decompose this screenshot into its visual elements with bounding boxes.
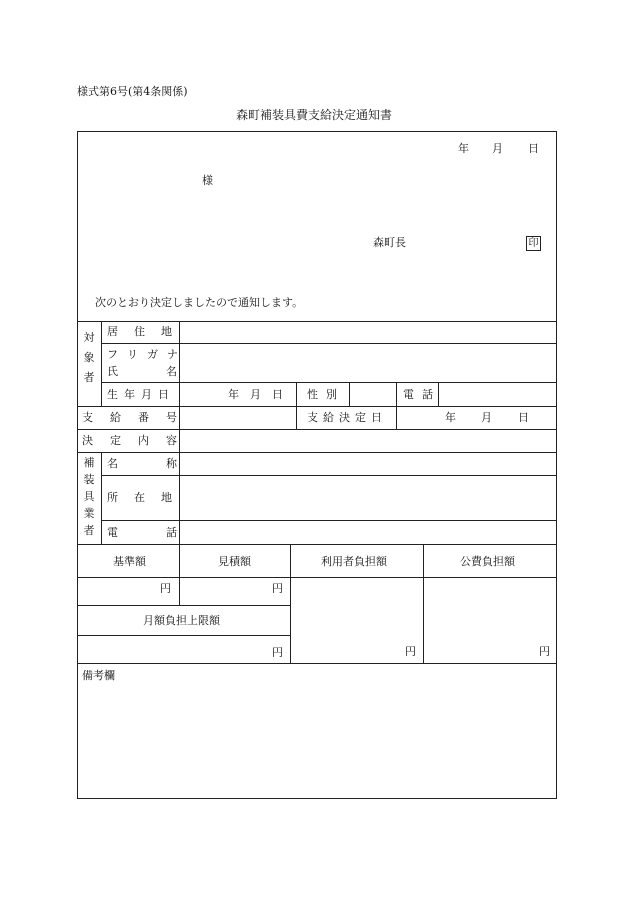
divider-monthly-cap (77, 635, 290, 636)
divider-amount-headers (77, 577, 557, 578)
phone-label: 電 話 (403, 388, 433, 401)
divider-vendor-location-row (101, 520, 557, 521)
vline-amount-col1 (179, 544, 180, 605)
vline-amount-col3 (423, 544, 424, 663)
vline-subject-group (101, 321, 102, 406)
remarks-label: 備考欄 (82, 669, 115, 682)
divider-address-row (101, 343, 557, 344)
vendor-group-label: 補 装 具 業 者 (83, 456, 95, 537)
subject-group-label: 対 象 者 (83, 331, 95, 384)
monthly-cap-yen: 円 (272, 646, 283, 659)
decision-date-label: 支 給 決 定 日 (307, 411, 382, 424)
vline-vendor-group (101, 452, 102, 544)
issue-date-year: 年 (458, 142, 469, 155)
public-burden-yen: 円 (539, 645, 550, 658)
header-user-burden: 利用者負担額 (321, 555, 387, 568)
divider-top-section (77, 321, 557, 322)
issuer-label: 森町長 (373, 236, 406, 249)
vendor-name-label: 名 称 (107, 457, 177, 470)
birth-label: 生 年 月 日 (107, 388, 169, 401)
divider-payment-row (77, 429, 557, 430)
user-burden-yen: 円 (405, 645, 416, 658)
vline-birth-gender (296, 382, 297, 429)
vendor-phone-label: 電 話 (107, 526, 177, 539)
furigana-label: フ リ ガ ナ (107, 348, 178, 361)
monthly-cap-label: 月額負担上限額 (143, 614, 220, 627)
vline-gender-value (349, 382, 350, 406)
divider-name-row (101, 382, 557, 383)
divider-amount-values (77, 605, 290, 606)
addressee-suffix: 様 (202, 174, 213, 187)
header-standard-amount: 基準額 (113, 555, 146, 568)
divider-decision-row (77, 452, 557, 453)
vline-phone-value (438, 382, 439, 406)
standard-amount-yen: 円 (160, 582, 171, 595)
decision-content-label: 決 定 内 容 (82, 434, 177, 447)
divider-remarks (77, 663, 557, 664)
payment-number-label: 支 給 番 号 (82, 411, 177, 424)
header-estimate-amount: 見積額 (218, 555, 251, 568)
estimate-amount-yen: 円 (272, 582, 283, 595)
vline-amount-col2 (290, 544, 291, 663)
decision-day: 日 (518, 411, 529, 424)
form-number: 様式第6号(第4条関係) (77, 85, 188, 98)
header-public-burden: 公費負担額 (460, 555, 515, 568)
divider-birth-row (77, 406, 557, 407)
notice-text: 次のとおり決定しましたので通知します。 (95, 296, 304, 309)
issue-date-month: 月 (492, 142, 503, 155)
name-label: 氏 名 (107, 365, 177, 378)
birth-day: 日 (272, 388, 283, 401)
address-label: 居 住 地 (107, 325, 172, 338)
document-title: 森町補装具費支給決定通知書 (236, 108, 393, 122)
seal-mark: 印 (526, 236, 541, 251)
divider-vendor-section (77, 544, 557, 545)
decision-year: 年 (445, 411, 456, 424)
vline-label-column (179, 321, 180, 544)
decision-month: 月 (481, 411, 492, 424)
vline-phone-decision (396, 382, 397, 429)
issue-date-day: 日 (528, 142, 539, 155)
gender-label: 性 別 (307, 388, 337, 401)
birth-month: 月 (250, 388, 261, 401)
vendor-location-label: 所 在 地 (107, 491, 172, 504)
birth-year: 年 (228, 388, 239, 401)
divider-vendor-name-row (101, 475, 557, 476)
